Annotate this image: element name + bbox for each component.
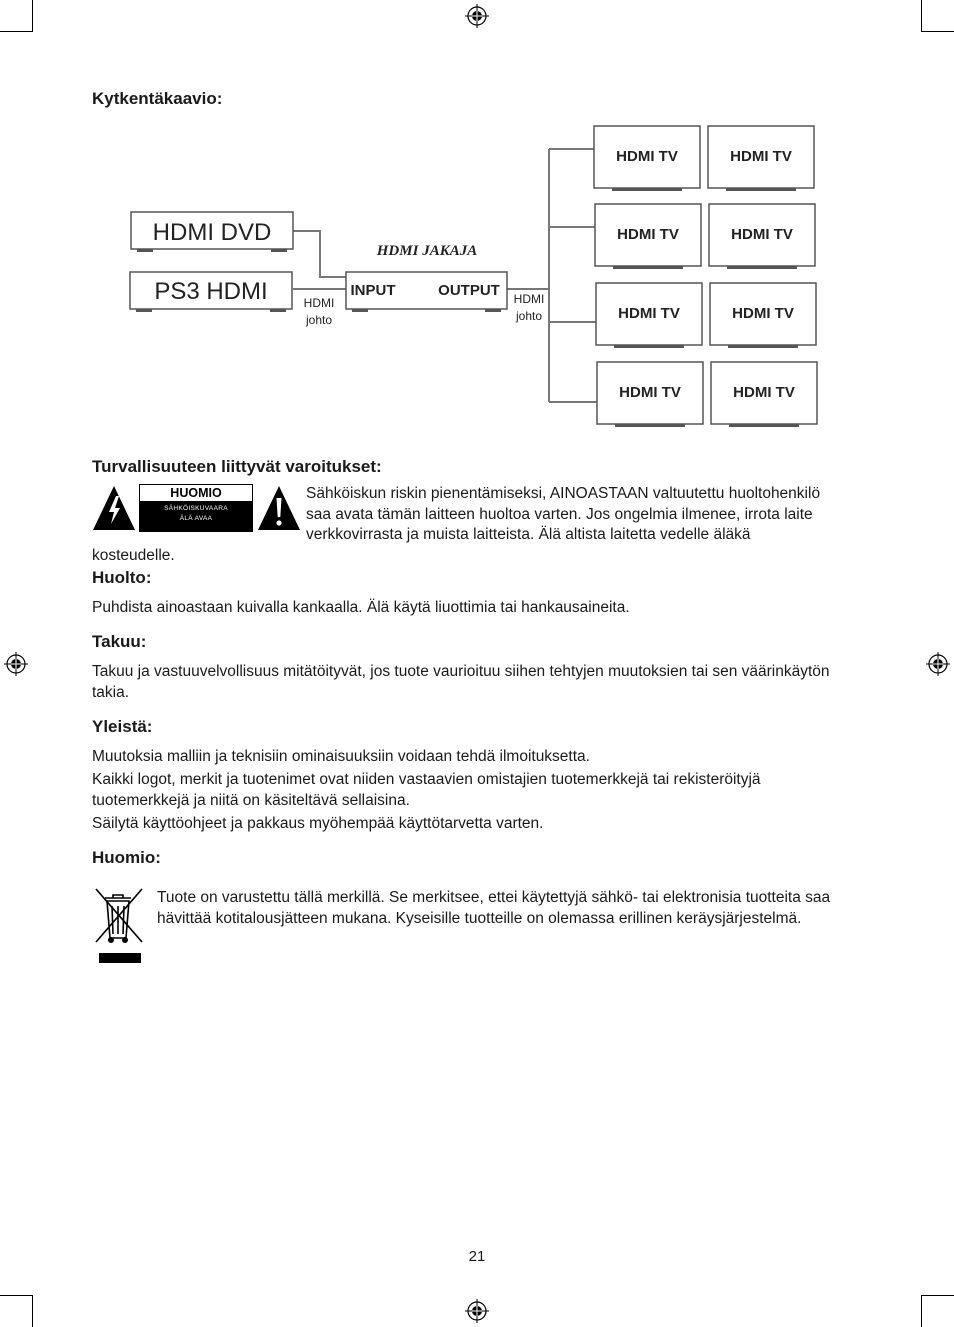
warning-icons — [92, 484, 304, 534]
maintenance-text: Puhdista ainoastaan kuivalla kankaalla. Älä käytä liuottimia tai hankausaineita. — [92, 599, 630, 616]
safety-text: Sähköiskun riskin pienentämiseksi, AINOASTAAN valtuutettu huoltohenkilö saa avata tämän laitteen huoltoa varten. Jos ongelmia ilmenee, irrota laite verkkovirrasta ja muista laitteista. Älä altista laitetta vedelle äläkä kosteudelle. — [92, 485, 821, 564]
lightning-warning-icon — [92, 484, 136, 532]
hdmi-tv — [710, 283, 816, 348]
tv-label: HDMI TV — [616, 148, 678, 165]
hdmi-tv — [708, 126, 814, 191]
tv-grid — [594, 126, 817, 427]
crop-mark — [922, 1295, 954, 1296]
registration-mark-icon — [4, 652, 28, 676]
source-hdmi-dvd — [131, 212, 293, 252]
tv-label: HDMI TV — [732, 305, 794, 322]
tv-label: HDMI TV — [618, 305, 680, 322]
diagram-heading: Kytkentäkaavio: — [92, 89, 223, 108]
general-heading: Yleistä: — [92, 717, 153, 736]
safety-heading: Turvallisuuteen liittyvät varoitukset: — [92, 457, 382, 476]
splitter-title: HDMI JAKAJA — [376, 243, 478, 259]
general-line: Säilytä käyttöohjeet ja pakkaus myöhempää käyttötarvetta varten. — [92, 815, 544, 832]
source-ps3-hdmi — [130, 272, 292, 312]
maintenance-heading: Huolto: — [92, 568, 152, 587]
general-line: Muutoksia malliin ja teknisiin ominaisuuksiin voidaan tehdä ilmoituksetta. — [92, 748, 590, 765]
hdmi-tv — [596, 283, 702, 348]
cable-label: HDMI — [513, 292, 545, 306]
source-label: HDMI DVD — [152, 219, 272, 246]
safety-warning — [92, 484, 832, 566]
crop-mark — [32, 1295, 33, 1327]
hdmi-tv — [594, 126, 700, 191]
splitter-input-label: INPUT — [350, 282, 396, 299]
general-line: Kaikki logot, merkit ja tuotenimet ovat niiden vastaavien omistajien tuotemerkkejä tai rekisteröityjä tuotemerkkejä ja niitä on käsiteltävä sellaisina. — [92, 771, 761, 809]
caution-badge — [139, 484, 253, 532]
caution-badge-title: HUOMIO — [140, 485, 252, 501]
cable-label: johto — [515, 309, 543, 323]
tv-label: HDMI TV — [730, 148, 792, 165]
notice-heading: Huomio: — [92, 848, 161, 867]
cable-label: johto — [305, 313, 333, 327]
notice-text: Tuote on varustettu tällä merkillä. Se merkitsee, ettei käytettyjä sähkö- tai elektronisia tuotteita saa hävittää kotitalousjätteen mukana. Kyseisille tuotteille on olemassa erillinen keräysjärjestelmä. — [157, 889, 831, 927]
tv-label: HDMI TV — [733, 384, 795, 401]
registration-mark-icon — [926, 652, 950, 676]
weee-bin-icon — [93, 886, 145, 966]
hdmi-tv — [709, 204, 815, 269]
caution-badge-line: SÄHKÖISKUVAARA — [164, 505, 228, 512]
connection-diagram — [0, 0, 954, 440]
hdmi-tv — [595, 204, 701, 269]
page-number: 21 — [468, 1248, 486, 1265]
warranty-heading: Takuu: — [92, 632, 147, 651]
crop-mark — [0, 1295, 32, 1296]
tv-label: HDMI TV — [619, 384, 681, 401]
exclamation-warning-icon — [257, 484, 301, 532]
warranty-text: Takuu ja vastuuvelvollisuus mitätöityvät, jos tuote vaurioituu siihen tehtyjen muutoksien tai sen väärinkäytön takia. — [92, 663, 830, 701]
hdmi-tv — [597, 362, 703, 427]
cable-label: HDMI — [303, 296, 335, 310]
hdmi-tv — [711, 362, 817, 427]
splitter-output-label: OUTPUT — [438, 282, 500, 299]
tv-label: HDMI TV — [617, 226, 679, 243]
source-label: PS3 HDMI — [154, 278, 268, 305]
tv-label: HDMI TV — [731, 226, 793, 243]
hdmi-splitter — [346, 272, 507, 312]
crop-mark — [921, 1295, 922, 1327]
caution-badge-line: ÄLÄ AVAA — [179, 515, 213, 522]
registration-mark-icon — [465, 1299, 489, 1323]
